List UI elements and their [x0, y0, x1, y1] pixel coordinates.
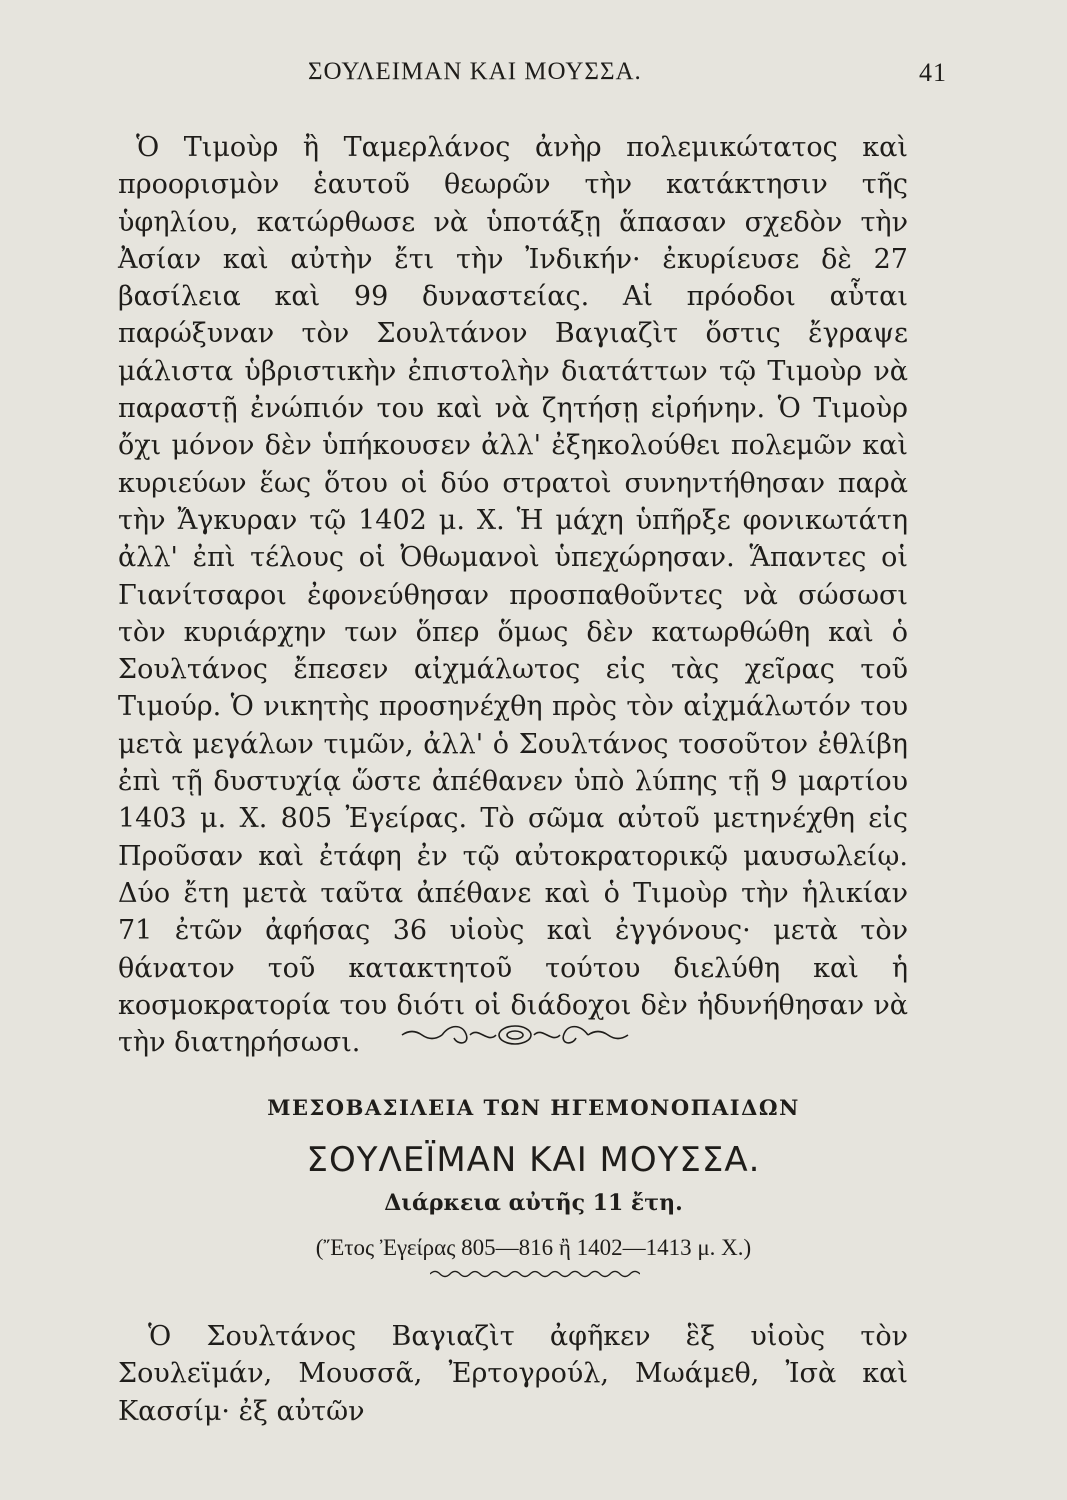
- running-title: ΣΟΥΛΕΙΜΑΝ ΚΑΙ ΜΟΥΣΣΑ.: [308, 58, 642, 85]
- decorative-divider-ornament: [400, 1020, 630, 1050]
- section-kicker: ΜΕΣΟΒΑΣΙΛΕΙΑ ΤΩΝ ΗΓΕΜΟΝΟΠΑΙΔΩΝ: [267, 1095, 800, 1120]
- reign-duration: Διάρκεια αὐτῆς 11 ἔτη.: [384, 1190, 683, 1216]
- year-range: (Ἔτος Ἐγείρας 805—816 ἢ 1402—1413 μ. Χ.): [315, 1235, 752, 1260]
- page-number: 41: [919, 58, 947, 87]
- wavy-rule: [430, 1268, 640, 1280]
- body-paragraph-timur: Ὁ Τιμοὺρ ἢ Ταμερλάνος ἀνὴρ πολεμικώτατος καὶ προορισμὸν ἑαυτοῦ θεωρῶν τὴν κατάκτησιν τῆς ὑφηλίου, κατώρθωσε νὰ ὑποτάξῃ ἅπασαν σχεδὸν τὴν Ἀσίαν καὶ αὐτὴν ἔτι τὴν Ἰνδικήν· ἐκυρίευσε δὲ 27 βασίλεια καὶ 99 δυναστείας. Αἱ πρόοδοι αὗται παρώξυναν τὸν Σουλτάνον Βαγιαζὶτ ὅστις ἔγραψε μάλιστα ὑβριστικὴν ἐπιστολὴν διατάττων τῷ Τιμοὺρ νὰ παραστῇ ἐνώπιόν του καὶ νὰ ζητήσῃ εἰρήνην. Ὁ Τιμοὺρ ὄχι μόνον δὲν ὑπήκουσεν ἀλλ' ἐξηκολούθει πολεμῶν καὶ κυριεύων ἕως ὅτου οἱ δύο στρατοὶ συνηντήθησαν παρὰ τὴν Ἄγκυραν τῷ 1402 μ. Χ. Ἡ μάχη ὑπῆρξε φονικωτάτη ἀλλ' ἐπὶ τέλους οἱ Ὀθωμανοὶ ὑπεχώρησαν. Ἅπαντες οἱ Γιανίτσαροι ἐφονεύθησαν προσπαθοῦντες νὰ σώσωσι τὸν κυριάρχην των ὅπερ ὅμως δὲν κατωρθώθη καὶ ὁ Σουλτάνος ἔπεσεν αἰχμάλωτος εἰς τὰς χεῖρας τοῦ Τιμούρ. Ὁ νικητὴς προσηνέχθη πρὸς τὸν αἰχμάλωτόν του μετὰ μεγάλων τιμῶν, ἀλλ' ὁ Σουλτάνος τοσοῦτον ἐθλίβη ἐπὶ τῇ δυστυχίᾳ ὥστε ἀπέθανεν ὑπὸ λύπης τῇ 9 μαρτίου 1403 μ. Χ. 805 Ἐγείρας. Τὸ σῶμα αὐτοῦ μετηνέχθη εἰς Προῦσαν καὶ ἐτάφη ἐν τῷ αὐτοκρατορικῷ μαυσωλείῳ. Δύο ἔτη μετὰ ταῦτα ἀπέθανε καὶ ὁ Τιμοὺρ τὴν ἡλικίαν 71 ἐτῶν ἀφήσας 36 υἱοὺς καὶ ἐγγόνους· μετὰ τὸν θάνατον τοῦ κατακτητοῦ τούτου διελύθη καὶ ἡ κοσμοκρατορία του διότι οἱ διάδοχοι δὲν ἠδυνήθησαν νὰ τὴν διατηρήσωσι.: [118, 132, 908, 1059]
- body-paragraph-suleiman: Ὁ Σουλτάνος Βαγιαζὶτ ἀφῆκεν ἓξ υἱοὺς τὸν Σουλεϊμάν, Μουσσᾶ, Ἐρτογρούλ, Μωάμεθ, Ἰσὰ καὶ Κασσίμ· ἐξ αὐτῶν: [118, 1321, 908, 1427]
- section-title: ΣΟΥΛΕΪΜΑΝ ΚΑΙ ΜΟΥΣΣΑ.: [306, 1140, 761, 1180]
